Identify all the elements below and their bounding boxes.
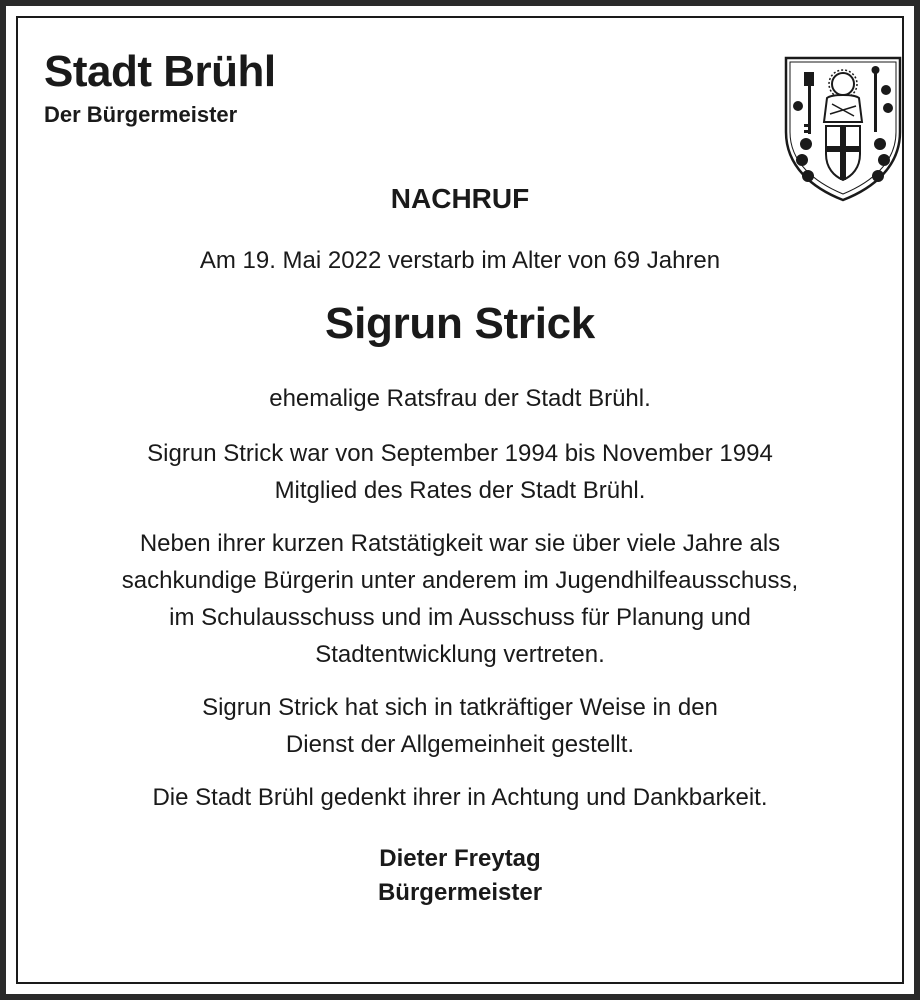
paragraph-role xyxy=(18,380,902,417)
text-line: Mitglied des Rates der Stadt Brühl. xyxy=(274,477,646,504)
notice-intro: Am 19. Mai 2022 verstarb im Alter von 69 Jahren xyxy=(199,247,721,274)
signatory-name: Dieter Freytag xyxy=(379,845,541,872)
text-line: sachkundige Bürgerin unter anderem im Jugendhilfeausschuss, xyxy=(121,567,799,594)
text-line: Sigrun Strick hat sich in tatkräftiger Weise in den xyxy=(202,694,718,721)
issuer-block xyxy=(44,47,276,128)
notice-border xyxy=(16,16,904,984)
paragraph-service xyxy=(18,525,902,673)
notice-heading: NACHRUF xyxy=(390,183,530,214)
text-line: ehemalige Ratsfrau der Stadt Brühl. xyxy=(269,385,651,412)
signature-block xyxy=(18,842,902,910)
paragraph-membership xyxy=(18,435,902,509)
obituary-notice xyxy=(6,6,914,994)
text-line: Sigrun Strick war von September 1994 bis November 1994 xyxy=(147,440,773,467)
notice-body xyxy=(18,178,902,910)
text-line: Stadtentwicklung vertreten. xyxy=(315,641,605,668)
paragraph-remembrance xyxy=(18,779,902,816)
text-line: Dienst der Allgemeinheit gestellt. xyxy=(285,731,635,758)
issuer-name: Stadt Brühl xyxy=(44,47,276,96)
text-line: im Schulausschuss und im Ausschuss für Planung und xyxy=(169,604,751,631)
issuer-office: Der Bürgermeister xyxy=(44,102,238,127)
signatory-title: Bürgermeister xyxy=(377,879,543,906)
text-line: Neben ihrer kurzen Ratstätigkeit war sie über viele Jahre als xyxy=(139,530,781,557)
text-line: Die Stadt Brühl gedenkt ihrer in Achtung und Dankbarkeit. xyxy=(152,784,768,811)
deceased-name: Sigrun Strick xyxy=(325,299,595,348)
paragraph-dedication xyxy=(18,689,902,763)
